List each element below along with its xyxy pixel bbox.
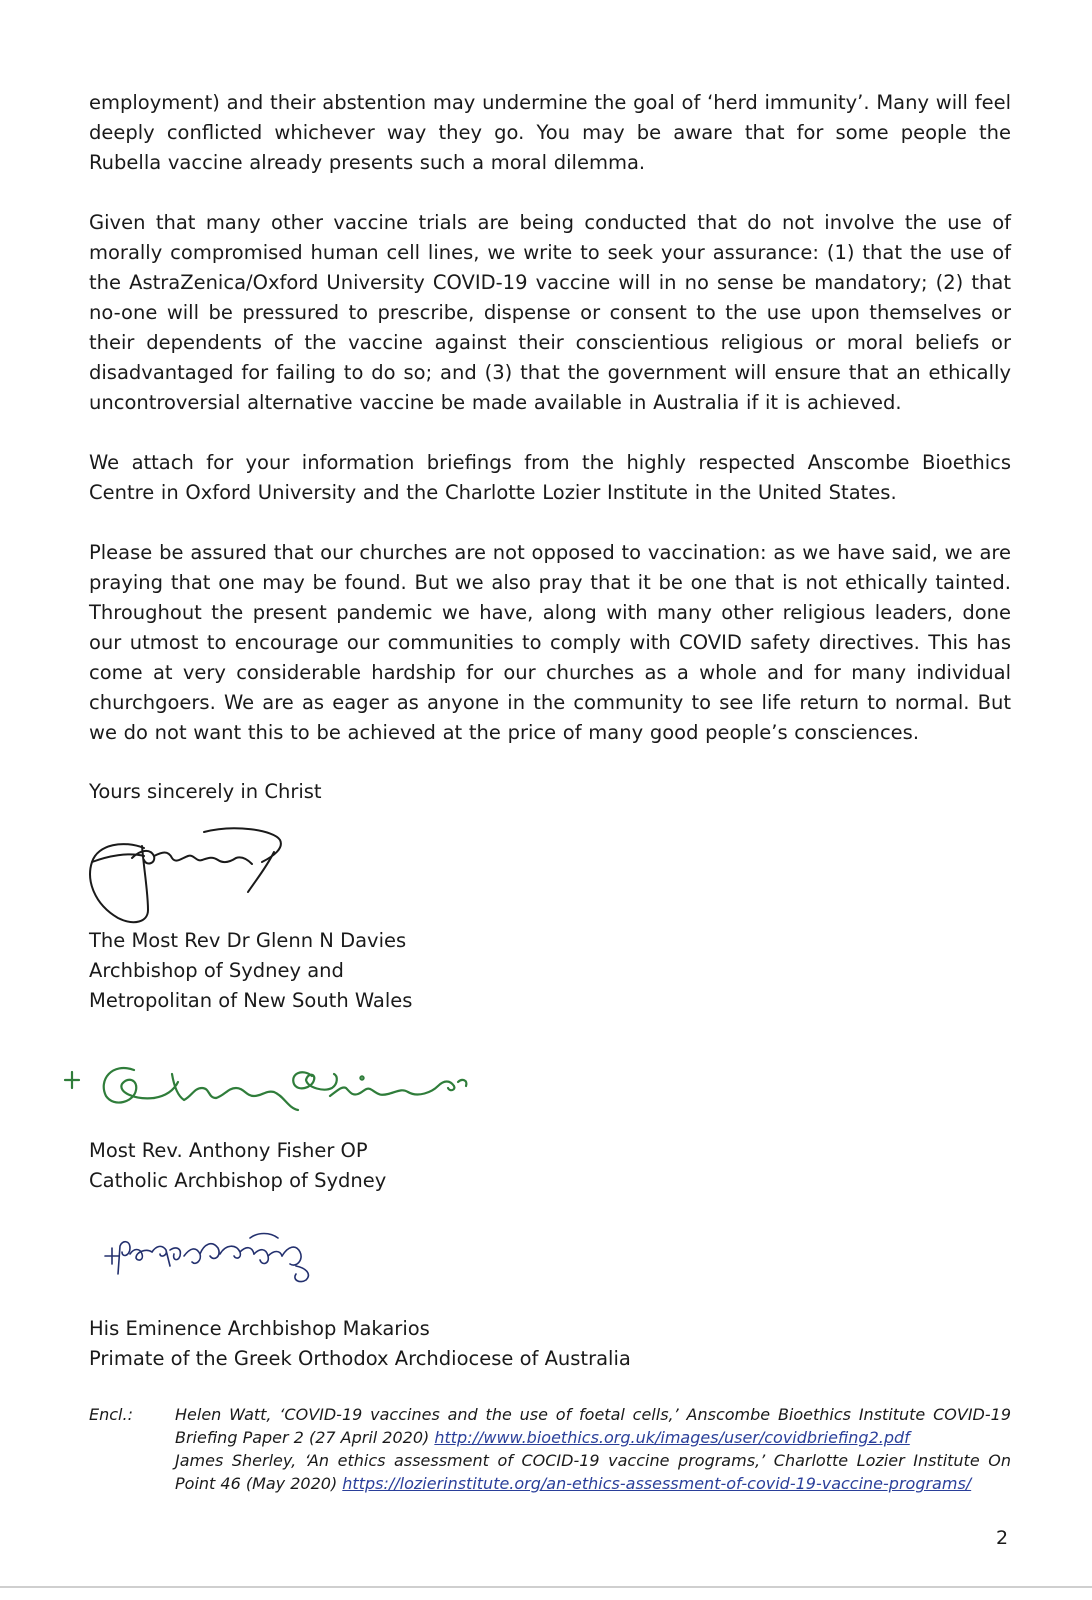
signatory-block-davies bbox=[89, 926, 789, 1016]
signatory-title: Primate of the Greek Orthodox Archdiocese of Australia bbox=[89, 1347, 631, 1370]
enclosure-link-bioethics[interactable]: http://www.bioethics.org.uk/images/user/covidbriefing2.pdf bbox=[434, 1428, 910, 1447]
paragraph-briefings: We attach for your information briefings from the highly respected Anscombe Bioethics Centre in Oxford University and the Charlotte Lozier Institute in the United States. bbox=[89, 451, 1011, 504]
enclosure-item-sherley bbox=[175, 1449, 1011, 1495]
signatory-title: Archbishop of Sydney and bbox=[89, 959, 344, 982]
closing-salutation: Yours sincerely in Christ bbox=[89, 780, 322, 803]
enclosure-link-lozier[interactable]: https://lozierinstitute.org/an-ethics-assessment-of-covid-19-vaccine-programs/ bbox=[342, 1474, 972, 1493]
signatory-name: The Most Rev Dr Glenn N Davies bbox=[89, 929, 407, 952]
signature-davies bbox=[84, 822, 294, 928]
enclosure-item-watt bbox=[175, 1403, 1011, 1449]
paragraph-assurance-request: Given that many other vaccine trials are being conducted that do not involve the use of morally compromised human cell lines, we write to seek your assurance: (1) that the use of the AstraZenica/Oxford University COVID-19 vaccine will in no sense be mandatory; (2) that no-one will be pressured to prescribe, dispense or consent to the use upon themselves or their dependents of the vaccine against their conscientious religious or moral beliefs or disadvantaged for failing to do so; and (3) that the government will ensure that an ethically uncontroversial alternative vaccine be made available in Australia if it is achieved. bbox=[89, 211, 1011, 414]
page-number: 2 bbox=[996, 1527, 1009, 1549]
enclosures-label: Encl.: bbox=[89, 1405, 133, 1424]
signatory-block-makarios bbox=[89, 1314, 789, 1374]
enclosure-citation: Helen Watt, ‘COVID-19 vaccines and the use of foetal cells,’ Anscombe Bioethics Institute COVID-19 Briefing Paper 2 (27 April 2020) bbox=[175, 1405, 1011, 1447]
signatory-title: Catholic Archbishop of Sydney bbox=[89, 1169, 387, 1192]
signature-makarios bbox=[100, 1226, 320, 1290]
signatory-block-fisher bbox=[89, 1136, 789, 1196]
paragraph-herd-immunity: employment) and their abstention may undermine the goal of ‘herd immunity’. Many will feel deeply conflicted whichever way they go. You may be aware that for some people the Rubella vaccine already presents such a moral dilemma. bbox=[89, 91, 1011, 174]
signatory-title: Metropolitan of New South Wales bbox=[89, 989, 413, 1012]
enclosure-citation: James Sherley, ‘An ethics assessment of COCID-19 vaccine programs,’ Charlotte Lozier Institute On Point 46 (May 2020) bbox=[175, 1451, 1011, 1493]
signature-fisher bbox=[62, 1052, 472, 1124]
paragraph-vaccination-stance: Please be assured that our churches are not opposed to vaccination: as we have said, we are praying that one may be found. But we also pray that it be one that is not ethically tainted. Throughout the present pandemic we have, along with many other religious leaders, done our utmost to encourage our communities to comply with COVID safety directives. This has come at very considerable hardship for our churches as a whole and for many individual churchgoers. We are as eager as anyone in the community to see life return to normal. But we do not want this to be achieved at the price of many good people’s consciences. bbox=[89, 541, 1011, 744]
scan-edge-divider bbox=[0, 1586, 1092, 1588]
enclosures-list bbox=[175, 1403, 1011, 1495]
signatory-name: His Eminence Archbishop Makarios bbox=[89, 1317, 430, 1340]
signatory-name: Most Rev. Anthony Fisher OP bbox=[89, 1139, 368, 1162]
